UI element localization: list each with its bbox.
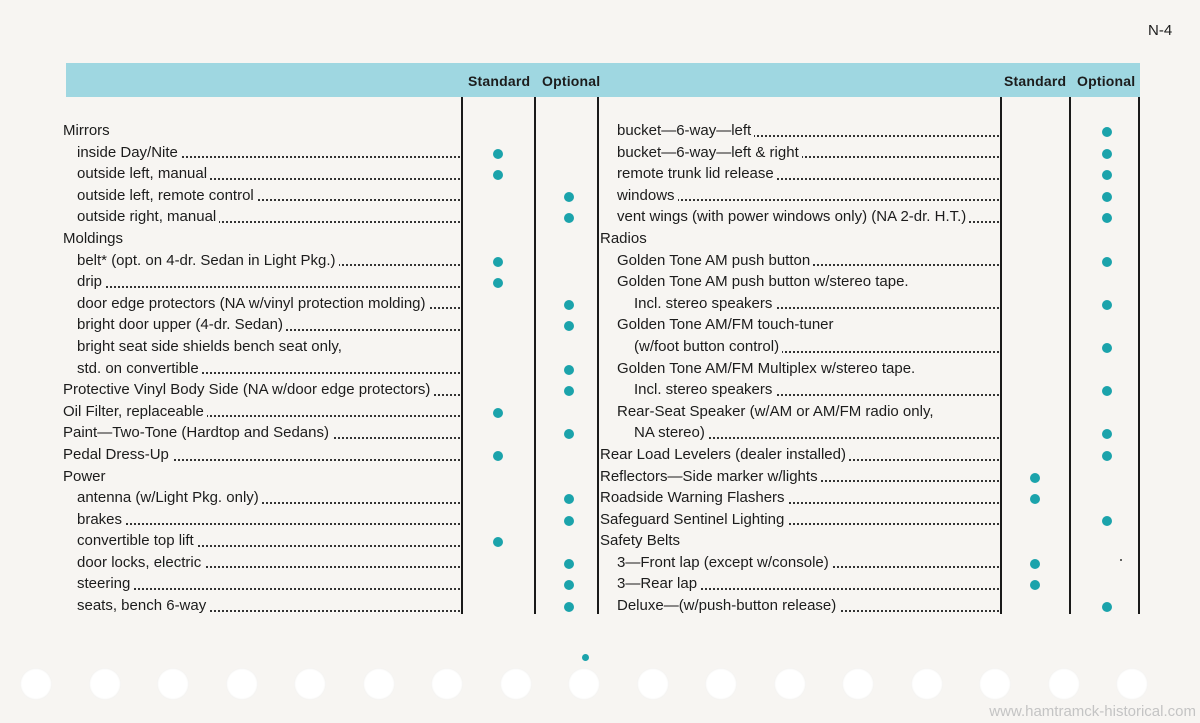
stray-mark	[582, 654, 589, 661]
row-label	[600, 509, 999, 531]
right-optional-header: Optional	[1077, 73, 1136, 89]
row-label-text: 3—Front lap (except w/console)	[617, 554, 832, 571]
row-label-text: Pedal Dress-Up	[63, 446, 172, 463]
row-label	[617, 573, 999, 595]
row-label	[617, 142, 999, 164]
optional-marker	[1102, 213, 1112, 223]
row-label-text: inside Day/Nite	[77, 144, 181, 161]
row-label	[617, 163, 999, 185]
row-label-text: NA stereo)	[634, 424, 708, 441]
header-band	[66, 63, 1140, 97]
row-label-text: steering	[77, 575, 133, 592]
binder-hole	[1116, 668, 1148, 700]
row-label-text: Golden Tone AM push button w/stereo tape.	[617, 273, 912, 290]
row-label	[617, 206, 999, 228]
optional-marker	[1102, 429, 1112, 439]
table-row	[0, 228, 1140, 250]
row-label	[617, 120, 999, 142]
row-label	[77, 293, 460, 315]
row-label-text: Protective Vinyl Body Side (NA w/door edge protectors)	[63, 381, 433, 398]
row-label-text: Paint—Two-Tone (Hardtop and Sedans)	[63, 424, 332, 441]
binder-hole	[363, 668, 395, 700]
table-row	[0, 466, 1140, 488]
binder-hole	[226, 668, 258, 700]
row-label-text: brakes	[77, 511, 125, 528]
optional-marker	[1102, 192, 1112, 202]
row-label-text: Oil Filter, replaceable	[63, 403, 207, 420]
left-standard-header: Standard	[468, 73, 531, 89]
row-label-text: std. on convertible	[77, 360, 202, 377]
binder-hole	[637, 668, 669, 700]
right-standard-header: Standard	[1004, 73, 1067, 89]
row-label-text: outside right, manual	[77, 208, 219, 225]
row-label-text: Radios	[600, 230, 650, 247]
row-label-text: Power	[63, 468, 109, 485]
row-label-text: belt* (opt. on 4-dr. Sedan in Light Pkg.)	[77, 252, 339, 269]
binder-hole	[20, 668, 52, 700]
table-row	[0, 573, 1140, 595]
row-label	[600, 228, 999, 250]
row-label-text: Safety Belts	[600, 532, 683, 549]
binder-hole	[705, 668, 737, 700]
row-label-text: outside left, manual	[77, 165, 210, 182]
row-label-text: (w/foot button control)	[634, 338, 782, 355]
binder-hole	[842, 668, 874, 700]
row-label-text: windows	[617, 187, 678, 204]
binder-hole	[911, 668, 943, 700]
row-label-text: Roadside Warning Flashers	[600, 489, 788, 506]
binder-hole	[774, 668, 806, 700]
standard-marker	[1030, 473, 1040, 483]
row-label-text: 3—Rear lap	[617, 575, 700, 592]
row-label	[617, 271, 999, 293]
stray-mark	[1120, 559, 1122, 561]
row-label-text: Incl. stereo speakers	[634, 295, 775, 312]
row-label	[634, 422, 999, 444]
row-label	[617, 314, 999, 336]
row-label-text: door locks, electric	[77, 554, 204, 571]
row-label-text: convertible top lift	[77, 532, 197, 549]
left-optional-header: Optional	[542, 73, 601, 89]
standard-marker	[1030, 580, 1040, 590]
page-number: N-4	[1148, 22, 1173, 39]
row-label-text: vent wings (with power windows only) (NA 2-dr. H.T.)	[617, 208, 969, 225]
row-label-text: antenna (w/Light Pkg. only)	[77, 489, 262, 506]
row-label-text: Moldings	[63, 230, 126, 247]
row-label	[600, 444, 999, 466]
row-label-text: Mirrors	[63, 122, 113, 139]
binder-hole	[89, 668, 121, 700]
row-label-text: seats, bench 6-way	[77, 597, 209, 614]
optional-marker	[1102, 516, 1112, 526]
row-label	[617, 358, 999, 380]
binder-hole	[431, 668, 463, 700]
row-label	[600, 487, 999, 509]
row-label-text: drip	[77, 273, 105, 290]
optional-marker	[1102, 257, 1112, 267]
row-label	[617, 250, 999, 272]
row-label-text: bright seat side shields bench seat only,	[77, 338, 345, 355]
row-label-text: bucket—6-way—left & right	[617, 144, 802, 161]
binder-hole	[979, 668, 1011, 700]
binder-hole	[294, 668, 326, 700]
optional-marker	[1102, 386, 1112, 396]
binder-hole	[500, 668, 532, 700]
row-label-text: Rear Load Levelers (dealer installed)	[600, 446, 849, 463]
row-label-text: door edge protectors (NA w/vinyl protection molding)	[77, 295, 429, 312]
table-row	[0, 120, 1140, 142]
binder-hole	[157, 668, 189, 700]
row-label-text: Golden Tone AM/FM touch-tuner	[617, 316, 837, 333]
optional-marker	[1102, 170, 1112, 180]
row-label-text: outside left, remote control	[77, 187, 257, 204]
row-label-text: Deluxe—(w/push-button release)	[617, 597, 839, 614]
row-label	[617, 595, 999, 617]
optional-marker	[1102, 343, 1112, 353]
row-label	[617, 552, 999, 574]
row-label-text: Reflectors—Side marker w/lights	[600, 468, 821, 485]
table-row	[0, 509, 1140, 531]
row-label-text: Safeguard Sentinel Lighting	[600, 511, 787, 528]
optional-marker	[1102, 149, 1112, 159]
optional-marker	[1102, 451, 1112, 461]
standard-marker	[1030, 559, 1040, 569]
binder-hole	[1048, 668, 1080, 700]
row-label-text: bucket—6-way—left	[617, 122, 754, 139]
row-label	[634, 336, 999, 358]
row-label-text: Incl. stereo speakers	[634, 381, 775, 398]
row-label	[634, 293, 999, 315]
table-row	[0, 271, 1140, 293]
row-label	[600, 466, 999, 488]
row-label-text: remote trunk lid release	[617, 165, 777, 182]
optional-marker	[1102, 602, 1112, 612]
row-label	[600, 530, 999, 552]
optional-marker	[1102, 300, 1112, 310]
row-label	[63, 379, 460, 401]
row-label	[617, 401, 999, 423]
row-label-text: Rear-Seat Speaker (w/AM or AM/FM radio only,	[617, 403, 937, 420]
standard-marker	[1030, 494, 1040, 504]
watermark: www.hamtramck-historical.com	[989, 703, 1196, 720]
row-label-text: Golden Tone AM push button	[617, 252, 813, 269]
row-label-text: bright door upper (4-dr. Sedan)	[77, 316, 286, 333]
row-label-text: Golden Tone AM/FM Multiplex w/stereo tape.	[617, 360, 918, 377]
row-label	[634, 379, 999, 401]
optional-marker	[1102, 127, 1112, 137]
binder-hole	[568, 668, 600, 700]
row-label	[617, 185, 999, 207]
